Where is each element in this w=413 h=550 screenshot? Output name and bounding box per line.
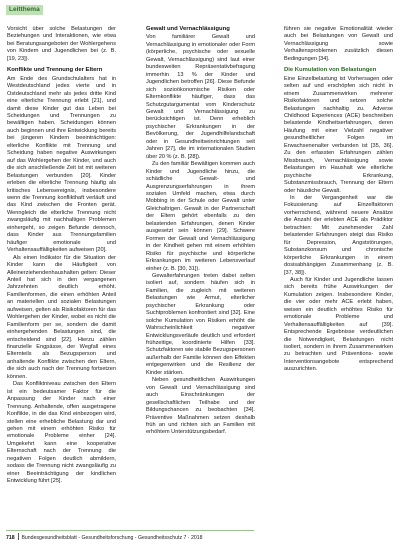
body-paragraph: Von familiärer Gewalt und Vernachlässigung in emotionaler oder Form (körperliche, psychische oder sexuelle Gewalt, Vernachlässigung) sind laut einer bundesweiten Repräsentativbefragung immerhin 13 % der Kinder und Jugendlichen betroffen [26]. Diese Befunde sich sozioökonomische Risiken oder Elternkonflikte häufiger, dass das Schutzgutargumentat vom Kinderschutz Gewalt und Vernachlässigung zu berücksichtigen ist. Denn erheblich psychischer Erkrankungen in der Bevölkerung, der Jugendhilfelandschaft oder in Gesundheitseinrichtungen seit Jahren [27], die im internationalen Studien über 20 % (z. B. [28]).: [146, 34, 255, 160]
body-paragraph: Als einen Indikator für die Situation der Kinder kann die Häufigkeit von Alleinerziehendenhaushalten gelten: Dieser Anteil hat sich in den vergangenen Jahrzehnten deutlich erhöht. Familienformen, die einen erhöhten Anteil an materiellen und sozialen Belastungen aufweisen, gelten als Risikofaktoren für das Wohlergehen der Kinder, wobei es nicht die Familienform per se, sondern die damit einhergehenden Belastungen sind, die entscheidend sind [22]. Hierzu zählen finanzielle Engpässe, der Wegfall eines Elternteils als Bezugsperson und anhaltende Konflikte zwischen den Eltern, die sich auch nach der Trennung fortsetzen können.: [7, 254, 116, 380]
footer-separator: [18, 533, 19, 540]
body-paragraph: führen sie negative Emotionalität wieder auch bei Belastungen von Gewalt und Vernachlässigung sowie Verhaltensproblemen zusätzlich diesen Bedingungen [34].: [284, 26, 393, 62]
footer-rule: [6, 530, 254, 531]
body-paragraph: Eine Einzelbelastung ist Vorhersagen oder selten auf und erschöpfen sich nicht in einem Zusammenwirken mehrerer Risikofaktoren und setzen solche Belastungen nachhaltig zu. Adverse Childhood Experiences (ACE) beschreiben belastende Kindheitserfahrungen, deren Häufung mit einer Vielzahl negativer gesundheitlicher Folgen im Erwachsenenalter verbunden ist [35, 36]. Zu den erfassten Erfahrungen zählen Missbrauch, Vernachlässigung sowie Belastungen im Haushalt wie elterliche psychische Erkrankung, Substanzmissbrauch, Trennung der Eltern oder häusliche Gewalt.: [284, 75, 393, 194]
body-paragraph: Vorsicht über solche Belastungen der Beziehungen und Interaktionen, wie etwa bei Beratungsangeboten der Wohlergehens von Kindern und Jugendlichen bei (z. B. [19, 23]).: [7, 26, 116, 62]
body-paragraph: Am Ende des Grundschulalters hat in Westdeutschland jedes vierte und in Ostdeutschland mehr als jedes dritte Kind eine elterliche Trennung erlebt [21], und damit diese Kinder gut das Leben bei Scheidungen und Trennungen zu bewältigen haben. Scheidungen können auch beginnen und ihre Entwicklung bereits bei jüngeren Kindern beeinträchtigen: elterliche Konflikte mit Trennung und Scheidung haben negative Auswirkungen auf das Wohlergehen der Kinder, und auch die sich anschließende Zeit ist mit weiteren Belastungen verbunden [20]. Kinder erleben die elterliche Trennung häufig als kritisches Lebensereignis, insbesondere wenn die Trennung konflikthaft verläuft und das Kind zwischen die Fronten gerät. Wenngleich die elterliche Trennung nicht zwangsläufig mit nachhaltigen Problemen einhergeht, so zeigen Befunde dennoch, dass Kinder aus Trennungsfamilien häufiger emotionale und Verhaltensauffälligkeiten aufweisen [20].: [7, 75, 116, 254]
body-paragraph: In der Vergangenheit war die Fokussierung auf Einzelfaktoren vorherrschend, während neuere Ansätze die Anzahl der erlebten ACE als Prädiktor betrachten: Mit zunehmender Zahl belastender Erfahrungen steigt das Risiko für Depression, Angststörungen, Substanzkonsum und chronische körperliche Erkrankungen in einem dosisabhängigen Zusammenhang (z. B. [37, 38]).: [284, 194, 393, 276]
body-paragraph: Das Konfliktniveau zwischen den Eltern ist ein bedeutsamer Faktor für die Anpassung der Kinder nach einer Trennung. Anhaltende, offen ausgetragene Konflikte, in die das Kind einbezogen wird, stellen eine erhebliche Belastung dar und gehen mit einem erhöhten Risiko für emotionale Probleme einher [24]. Umgekehrt kann eine kooperative Elternschaft nach der Trennung die negativen Folgen deutlich abmildern, sodass die Trennung nicht zwangsläufig zu einer Beeinträchtigung der kindlichen Entwicklung führt [25].: [7, 381, 116, 485]
text-column-1: [7, 26, 116, 522]
text-column-2: [146, 26, 255, 522]
text-column-3: [284, 26, 393, 522]
journal-citation: Bundesgesundheitsblatt - Gesundheitsforschung - Gesundheitsschutz 7 · 2018: [21, 535, 203, 541]
body-paragraph: Gewalterfahrungen treten dabei selten isoliert auf, sondern häufen sich in Familien, die zugleich mit weiteren Belastungen wie Armut, elterlicher psychischer Erkrankung oder Suchtproblemen konfrontiert sind [32]. Eine solche Kumulation von Risiken erhöht die Wahrscheinlichkeit negativer Entwicklungsverläufe deutlich und erfordert frühzeitige, koordinierte Hilfen [33]. Schutzfaktoren wie stabile Bezugspersonen außerhalb der Familie können den Effekten entgegenwirken und die Resilienz der Kinder stärken.: [146, 272, 255, 376]
section-heading: Gewalt und Vernachlässigung: [146, 26, 230, 32]
page-footer: [6, 533, 406, 542]
body-paragraph: Neben gesundheitlichen Auswirkungen von Gewalt und Vernachlässigung sind auch Einschränkungen der gesellschaftlichen Teilhabe und der Bildungschancen zu beobachten [34]. Präventive Maßnahmen setzen deshalb früh an und richten sich an Familien mit erhöhtem Unterstützungsbedarf.: [146, 377, 255, 436]
section-tag: Leitthema: [6, 5, 43, 15]
section-heading: Konflikte und Trennung der Eltern: [7, 67, 103, 74]
body-paragraph: Zu den familiär Bewältigen kommen auch Kinder und Jugendliche hinzu, die schädliche Gewalt- und Ausgrenzungserfahrungen in ihrem sozialen Umfeld machen, etwa durch Mobbing in der Schule oder Gewalt unter Gleichaltrigen. Gewalt in der Partnerschaft der Eltern gehört ebenfalls zu den belastenden Erfahrungen, denen Kinder ausgesetzt sein können [29]. Schwere Formen der Gewalt und Vernachlässigung in der Kindheit gehen mit einem erhöhten Risiko für psychische und körperliche Erkrankungen im weiteren Lebensverlauf einher (z. B. [30, 31]).: [146, 161, 255, 272]
section-heading: Die Kumulation von Belastungen: [284, 67, 377, 74]
body-paragraph: Auch für Kinder und Jugendliche lassen sich bereits frühe Auswirkungen der Kumulation zeigen. Insbesondere Kinder, die vier oder mehr ACE erlebt haben, weisen ein deutlich erhöhtes Risiko für emotionale Probleme und Verhaltensauffälligkeiten auf [39]. Entsprechende Ergebnisse verdeutlichen die Notwendigkeit, Belastungen nicht isoliert, sondern in ihrem Zusammenwirken zu betrachten und Präventions- sowie Interventionsangebote entsprechend auszurichten.: [284, 276, 393, 373]
page-number: 718: [6, 535, 15, 541]
